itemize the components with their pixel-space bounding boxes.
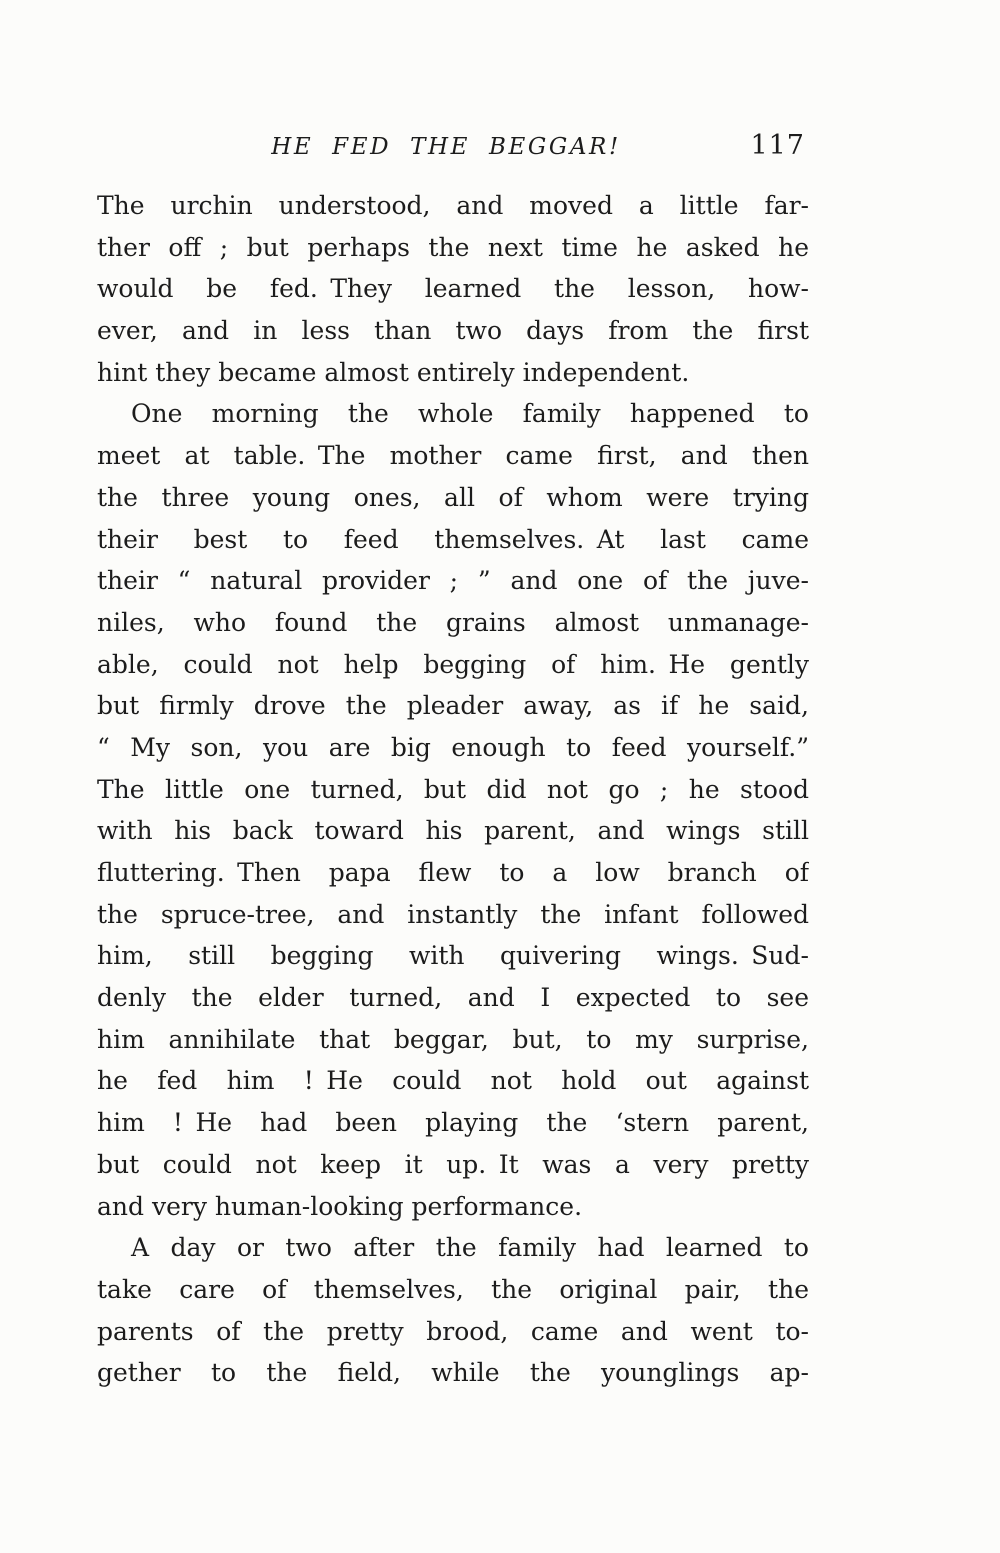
text-line: denly the elder turned, and I expected to see	[97, 983, 809, 1013]
text-line: able, could not help begging of him. He gently	[97, 649, 809, 679]
text-line: their best to feed themselves. At last came	[97, 524, 809, 554]
text-line: One morning the whole family happened to	[131, 399, 809, 429]
text-line: him ! He had been playing the ‘stern parent,	[97, 1108, 809, 1138]
running-header	[97, 130, 809, 166]
text-line: the spruce-tree, and instantly the infant followed	[97, 899, 809, 929]
text-line: meet at table. The mother came first, and then	[97, 441, 809, 471]
text-line: ever, and in less than two days from the first	[97, 316, 809, 346]
text-line: their “ natural provider ; ” and one of the juve-	[97, 566, 809, 596]
text-line: the three young ones, all of whom were trying	[97, 482, 809, 512]
page-number: 117	[750, 130, 805, 161]
text-line: but firmly drove the pleader away, as if he said,	[97, 691, 809, 721]
text-line: parents of the pretty brood, came and went to-	[97, 1316, 809, 1346]
text-line: and very human-looking performance.	[97, 1191, 583, 1221]
paragraph	[97, 185, 809, 393]
text-block	[97, 185, 809, 1394]
text-line: niles, who found the grains almost unmanage-	[97, 607, 809, 637]
running-header-title: HE FED THE BEGGAR!	[271, 134, 621, 160]
text-line: but could not keep it up. It was a very pretty	[97, 1149, 809, 1179]
paragraph	[97, 393, 809, 1227]
text-line: ther off ; but perhaps the next time he asked he	[97, 232, 809, 262]
text-line: him annihilate that beggar, but, to my surprise,	[97, 1024, 809, 1054]
paragraph	[97, 1227, 809, 1394]
text-line: A day or two after the family had learned to	[131, 1233, 809, 1263]
text-line: The little one turned, but did not go ; he stood	[97, 774, 809, 804]
text-line: would be fed. They learned the lesson, how-	[97, 274, 809, 304]
text-line: with his back toward his parent, and wings still	[97, 816, 809, 846]
text-line: gether to the field, while the younglings ap-	[97, 1358, 809, 1388]
text-line: him, still begging with quivering wings. Sud-	[97, 941, 809, 971]
text-line: hint they became almost entirely independent.	[97, 357, 690, 387]
text-line: The urchin understood, and moved a little far-	[97, 191, 809, 220]
text-line: he fed him ! He could not hold out against	[97, 1066, 809, 1096]
text-line: take care of themselves, the original pair, the	[97, 1274, 809, 1304]
text-line: fluttering. Then papa flew to a low branch of	[97, 858, 809, 887]
text-line: “ My son, you are big enough to feed yourself.”	[97, 732, 809, 762]
